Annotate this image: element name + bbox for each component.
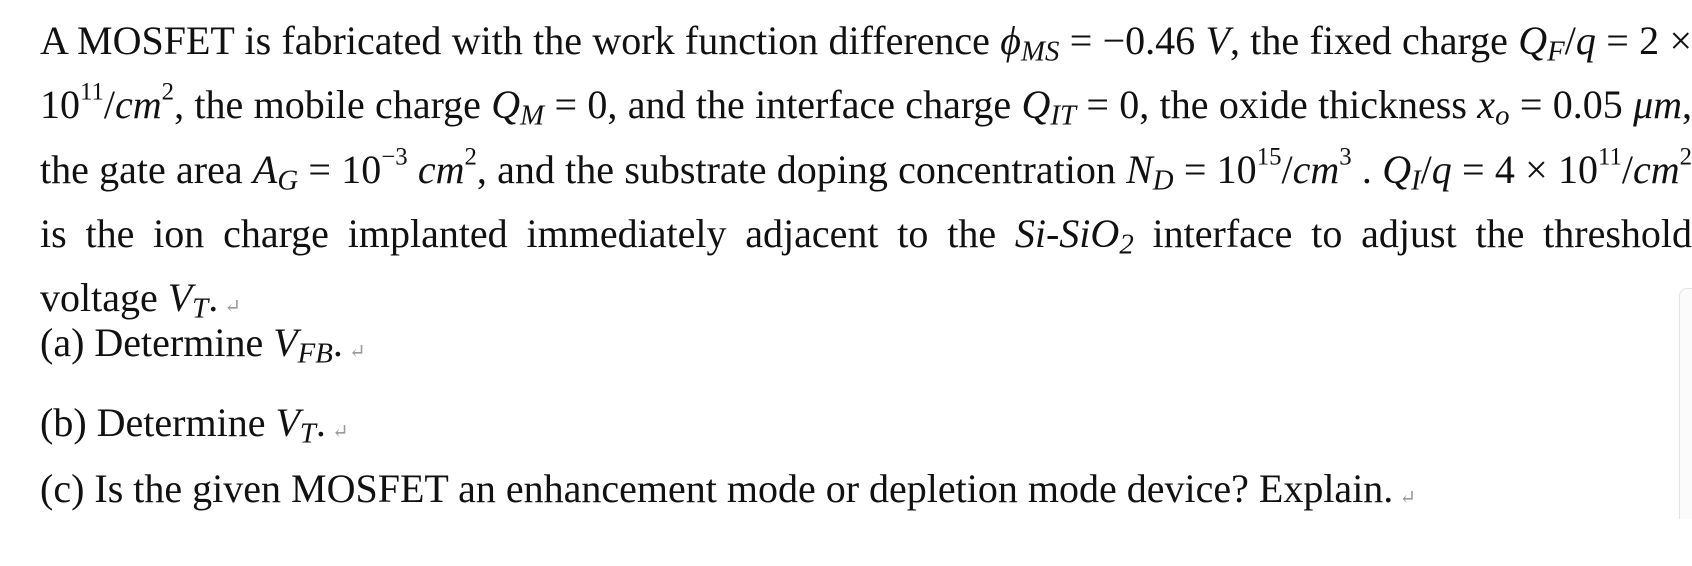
slash: /: [1621, 146, 1633, 192]
vfb-symbol: V: [273, 320, 298, 365]
cm-unit: cm: [1292, 146, 1340, 192]
nd-value: = 10: [1173, 146, 1257, 192]
exponent: 11: [1597, 143, 1622, 171]
xo-subscript: o: [1495, 99, 1510, 132]
phi-subscript: MS: [1020, 35, 1060, 68]
vt-subscript: T: [299, 417, 316, 450]
ag-symbol: A: [252, 146, 278, 192]
phi-symbol: ϕ: [1000, 18, 1021, 63]
volt-unit: V: [1205, 18, 1230, 63]
qf-subscript: F: [1547, 35, 1565, 68]
period: .: [315, 400, 326, 445]
interface-charge-text: = 0, and the interface charge: [544, 82, 1022, 128]
vt-symbol: V: [167, 275, 193, 321]
exponent: −3: [381, 143, 408, 171]
phi-value: = −0.46: [1059, 18, 1206, 63]
document-page: [40, 14, 1692, 511]
vt-symbol: V: [275, 400, 300, 445]
scrollbar[interactable]: [1679, 288, 1692, 519]
threshold-text: interface to adjust the threshold voltage: [40, 210, 1692, 321]
qit-value: = 0, the: [1076, 82, 1209, 128]
ag-value: = 10: [298, 146, 382, 192]
exponent: 2: [161, 78, 175, 106]
xo-value: = 0.05: [1509, 82, 1634, 128]
qi-subscript: I: [1411, 163, 1421, 196]
question-a: [40, 316, 366, 380]
period: .: [332, 320, 343, 365]
micron-unit: μm: [1633, 82, 1683, 128]
qi-symbol: Q: [1382, 146, 1412, 192]
paragraph-mark-icon: ↵: [331, 421, 349, 443]
qf-value: = 2 × 10: [40, 18, 1692, 128]
qi-value: = 4 × 10: [1451, 146, 1598, 192]
ag-subscript: G: [277, 163, 299, 196]
concentration-text: concentration: [898, 146, 1127, 192]
dot: .: [1351, 146, 1383, 192]
nd-symbol: N: [1126, 146, 1153, 192]
cm-unit: cm: [417, 146, 465, 192]
si-sio-label: Si-SiO: [1014, 210, 1120, 256]
oxide-text: oxide thickness: [1218, 82, 1478, 128]
period: .: [208, 275, 219, 321]
vt-subscript: T: [192, 292, 209, 325]
intro-text: A MOSFET is fabricated with the work function difference: [40, 18, 990, 63]
slash: /: [1281, 146, 1293, 192]
paragraph-mark-icon: ↵: [224, 296, 241, 319]
qit-subscript: IT: [1050, 99, 1077, 132]
paragraph-mark-icon: ↵: [348, 341, 366, 363]
question-b: [40, 396, 349, 460]
qf-symbol: Q: [1518, 18, 1548, 63]
mobile-charge-text: , the mobile charge: [174, 82, 492, 128]
question-b-text: (b) Determine: [40, 400, 276, 445]
qm-symbol: Q: [491, 82, 521, 128]
sio2-subscript: 2: [1119, 228, 1134, 261]
cm-unit: cm: [1632, 146, 1680, 192]
exponent: 2: [1679, 143, 1692, 171]
question-c-text: (c) Is the given MOSFET an enhancement mode or depletion mode device? Explain.: [40, 466, 1394, 511]
gate-area-text: , the gate area: [40, 82, 1692, 192]
fixed-charge-text: , the fixed charge: [1229, 18, 1508, 63]
exponent: 2: [464, 143, 477, 171]
ion-charge-text: is the ion charge implanted: [40, 210, 508, 256]
exponent: 11: [80, 78, 104, 106]
cm-unit: cm: [115, 82, 162, 128]
slash: /: [103, 82, 116, 128]
adjacent-text: immediately adjacent to the: [526, 210, 1015, 256]
qf-slash: /: [1564, 18, 1576, 63]
qm-subscript: M: [520, 99, 545, 132]
vfb-subscript: FB: [297, 337, 333, 370]
nd-subscript: D: [1152, 163, 1174, 196]
qit-symbol: Q: [1021, 82, 1051, 128]
xo-symbol: x: [1477, 82, 1496, 128]
q-symbol: q: [1575, 18, 1596, 63]
q-symbol: q: [1431, 146, 1452, 192]
question-c: [40, 462, 1416, 525]
problem-statement: [40, 14, 1692, 336]
exponent: 3: [1339, 143, 1352, 171]
question-a-text: (a) Determine: [40, 320, 274, 365]
paragraph-mark-icon: ↵: [1399, 487, 1417, 509]
substrate-text: , and the substrate doping: [476, 146, 888, 192]
exponent: 15: [1256, 143, 1282, 171]
slash: /: [1420, 146, 1432, 192]
